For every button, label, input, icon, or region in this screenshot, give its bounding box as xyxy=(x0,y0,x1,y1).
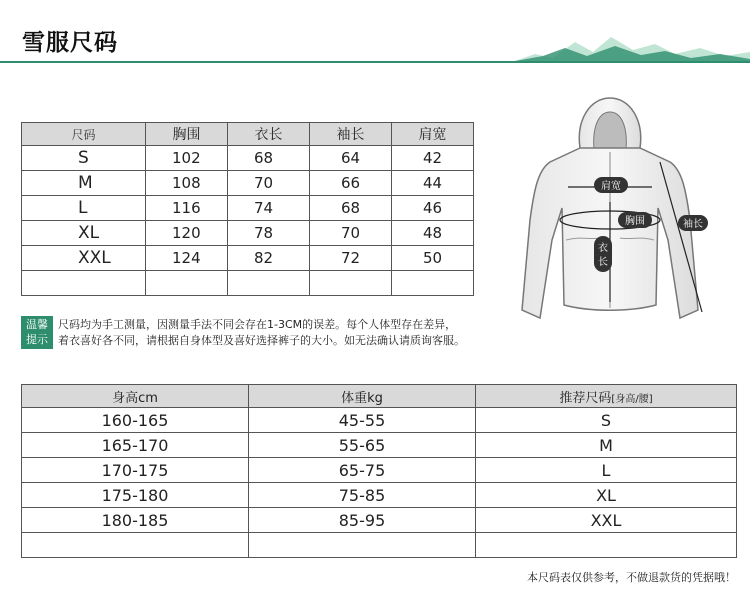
length-cell: 74 xyxy=(228,196,310,221)
tip-line1: 尺码均为手工测量，因测量手法不同会存在1-3CM的误差。每个人体型存在差异， xyxy=(58,318,457,331)
table-row xyxy=(22,246,474,271)
recommend-size-cell: XXL xyxy=(476,508,737,533)
tip-line2: 着衣喜好各不同，请根据自身体型及喜好选择裤子的大小。如无法确认请质询客服。 xyxy=(58,334,465,347)
length-cell: 78 xyxy=(228,221,310,246)
header-recommend-size-note: [身高/腰] xyxy=(611,393,653,405)
svg-text:袖长: 袖长 xyxy=(683,219,703,230)
chest-cell: 120 xyxy=(146,221,228,246)
size-cell: XXL xyxy=(22,246,146,271)
table-row xyxy=(22,433,737,458)
length-cell: 68 xyxy=(228,146,310,171)
height-cell: 160-165 xyxy=(22,408,249,433)
table-row xyxy=(22,408,737,433)
header-sleeve: 袖长 xyxy=(310,123,392,146)
recommend-size-cell: S xyxy=(476,408,737,433)
header-length: 衣长 xyxy=(228,123,310,146)
sleeve-cell: 64 xyxy=(310,146,392,171)
empty-cell xyxy=(310,271,392,296)
label-chest xyxy=(618,212,652,228)
size-cell: L xyxy=(22,196,146,221)
header-divider xyxy=(0,61,750,63)
weight-cell: 45-55 xyxy=(249,408,476,433)
length-cell: 82 xyxy=(228,246,310,271)
recommend-size-cell: L xyxy=(476,458,737,483)
size-tip xyxy=(21,316,511,350)
shoulder-cell: 42 xyxy=(392,146,474,171)
table-row xyxy=(22,221,474,246)
size-cell: XL xyxy=(22,221,146,246)
header-weight: 体重kg xyxy=(249,385,476,408)
height-cell: 175-180 xyxy=(22,483,249,508)
label-sleeve xyxy=(678,215,708,231)
header-chest: 胸围 xyxy=(146,123,228,146)
sleeve-cell: 70 xyxy=(310,221,392,246)
empty-cell xyxy=(22,271,146,296)
height-cell: 170-175 xyxy=(22,458,249,483)
length-cell: 70 xyxy=(228,171,310,196)
size-table-header-row xyxy=(22,123,474,146)
size-cell: M xyxy=(22,171,146,196)
empty-cell xyxy=(476,533,737,558)
recommend-size-cell: M xyxy=(476,433,737,458)
height-cell: 165-170 xyxy=(22,433,249,458)
header-recommend-size xyxy=(476,385,737,408)
label-length-line1: 衣 xyxy=(598,243,608,254)
table-row xyxy=(22,171,474,196)
recommend-header-row xyxy=(22,385,737,408)
label-length xyxy=(594,236,612,272)
recommend-table xyxy=(21,384,737,558)
footer-disclaimer: 本尺码表仅供参考，不做退款货的凭据哦！ xyxy=(527,571,736,584)
size-cell: S xyxy=(22,146,146,171)
table-row xyxy=(22,196,474,221)
header-height: 身高cm xyxy=(22,385,249,408)
jacket-measurement-diagram xyxy=(510,90,710,330)
size-table xyxy=(21,122,474,296)
sleeve-cell: 68 xyxy=(310,196,392,221)
table-row xyxy=(22,146,474,171)
weight-cell: 75-85 xyxy=(249,483,476,508)
recommend-size-cell: XL xyxy=(476,483,737,508)
header-recommend-size-label: 推荐尺码 xyxy=(559,390,612,406)
table-row-empty xyxy=(22,271,474,296)
chest-cell: 124 xyxy=(146,246,228,271)
empty-cell xyxy=(249,533,476,558)
tip-badge xyxy=(21,316,53,349)
chest-cell: 102 xyxy=(146,146,228,171)
tip-badge-line1: 温馨 xyxy=(26,318,48,331)
table-row xyxy=(22,458,737,483)
chest-cell: 116 xyxy=(146,196,228,221)
page-title: 雪服尺码 xyxy=(22,30,118,56)
page-header xyxy=(0,0,750,64)
shoulder-cell: 50 xyxy=(392,246,474,271)
svg-text:肩宽: 肩宽 xyxy=(601,181,621,192)
weight-cell: 85-95 xyxy=(249,508,476,533)
weight-cell: 55-65 xyxy=(249,433,476,458)
sleeve-cell: 66 xyxy=(310,171,392,196)
tip-text xyxy=(58,317,465,349)
label-shoulder xyxy=(594,177,628,193)
weight-cell: 65-75 xyxy=(249,458,476,483)
mountain-decoration-icon xyxy=(515,34,750,62)
header-shoulder: 肩宽 xyxy=(392,123,474,146)
label-length-line2: 长 xyxy=(598,257,608,268)
header-size: 尺码 xyxy=(22,123,146,146)
table-row-empty xyxy=(22,533,737,558)
height-cell: 180-185 xyxy=(22,508,249,533)
shoulder-cell: 44 xyxy=(392,171,474,196)
tip-badge-line2: 提示 xyxy=(26,333,48,346)
svg-text:胸围: 胸围 xyxy=(625,216,645,227)
chest-cell: 108 xyxy=(146,171,228,196)
empty-cell xyxy=(228,271,310,296)
empty-cell xyxy=(146,271,228,296)
sleeve-cell: 72 xyxy=(310,246,392,271)
empty-cell xyxy=(392,271,474,296)
table-row xyxy=(22,508,737,533)
shoulder-cell: 48 xyxy=(392,221,474,246)
shoulder-cell: 46 xyxy=(392,196,474,221)
empty-cell xyxy=(22,533,249,558)
table-row xyxy=(22,483,737,508)
